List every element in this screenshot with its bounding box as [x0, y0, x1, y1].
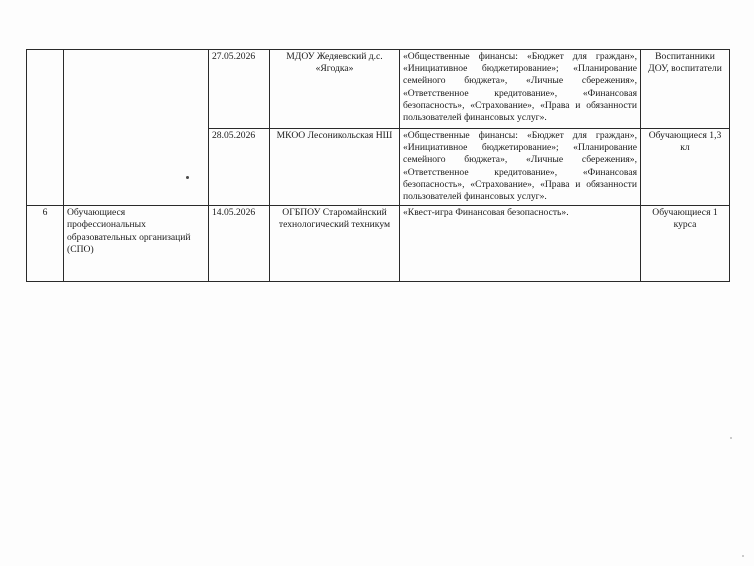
scan-speck: [186, 176, 189, 179]
audience-cell: Обучающиеся 1 курса: [641, 206, 730, 282]
category-cell: Обучающиеся профессиональных образовательных организаций (СПО): [64, 206, 209, 282]
date-cell: 14.05.2026: [209, 206, 270, 282]
table-row: [27, 206, 730, 282]
organization-cell: МКОО Лесоникольская НШ: [270, 129, 400, 206]
events-table: [26, 49, 730, 282]
row-number-cell: 6: [27, 206, 64, 282]
scan-speck: [730, 437, 732, 439]
table-row: [27, 50, 730, 129]
topics-cell: «Общественные финансы: «Бюджет для граждан», «Инициативное бюджетирование»; «Планирование семейного бюджета», «Личные сбережения», «Ответственное кредитование», «Финансовая безопасность», «Страхование», «Права и обязанности пользователей финансовых услуг».: [400, 129, 641, 206]
date-cell: 27.05.2026: [209, 50, 270, 129]
topics-cell: «Общественные финансы: «Бюджет для граждан», «Инициативное бюджетирование»; «Планирование семейного бюджета», «Личные сбережения», «Ответственное кредитование», «Финансовая безопасность», «Страхование», «Права и обязанности пользователей финансовых услуг».: [400, 50, 641, 129]
topics-cell: «Квест-игра Финансовая безопасность».: [400, 206, 641, 282]
organization-cell: МДОУ Жедяевский д.с. «Ягодка»: [270, 50, 400, 129]
category-cell: [64, 50, 209, 206]
scan-speck: [742, 555, 744, 557]
audience-cell: Воспитанники ДОУ, воспитатели: [641, 50, 730, 129]
row-number-cell: [27, 50, 64, 206]
date-cell: 28.05.2026: [209, 129, 270, 206]
organization-cell: ОГБПОУ Старомайнский технологический техникум: [270, 206, 400, 282]
audience-cell: Обучающиеся 1,3 кл: [641, 129, 730, 206]
